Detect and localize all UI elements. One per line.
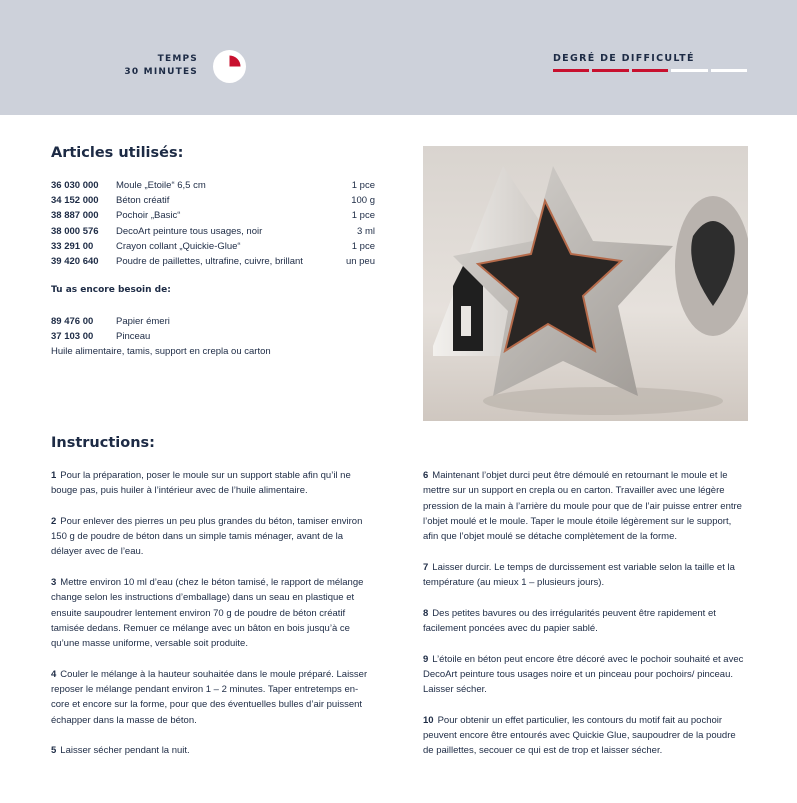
step-number: 6: [423, 470, 429, 481]
also-needed-row: [51, 314, 381, 329]
difficulty-label: DEGRÉ DE DIFFICULTÉ: [553, 53, 695, 64]
also-needed-list: [51, 314, 381, 360]
difficulty-bar: [671, 69, 707, 72]
step-number: 2: [51, 515, 57, 527]
time-value: 30 MINUTES: [124, 67, 198, 77]
product-photo: [423, 146, 748, 421]
material-code: 33 291 00: [51, 240, 94, 252]
time-block: [112, 53, 198, 79]
material-qty: 1 pce: [351, 210, 375, 222]
instruction-step: [423, 468, 748, 544]
step-number: 8: [423, 607, 429, 619]
materials-title: Articles utilisés:: [51, 145, 184, 161]
material-row: [51, 239, 375, 254]
material-name: DecoArt peinture tous usages, noir: [116, 225, 263, 237]
difficulty-bar: [632, 69, 668, 72]
clock-graphic: [213, 50, 246, 83]
instruction-step: [51, 575, 376, 651]
step-number: 1: [51, 470, 57, 481]
instruction-step: [423, 606, 748, 637]
instruction-step: [423, 560, 748, 591]
material-code: 34 152 000: [51, 195, 99, 207]
step-text: L’étoile en béton peut encore être décoré avec le pochoir souhaité et avec DecoArt peinture tous usages noire et un pinceau pour pochoirs/ pinceau. Laisser sécher.: [423, 653, 744, 696]
step-text: Maintenant l’objet durci peut être démoulé en retournant le moule et le mettre sur un support en crepla ou en carton. Travailler avec une légère pression de la main à l’arrière du moule pour que de l’air puisse entrer entre l’objet moulé et le moule. Taper le moule étoile légèrement sur le support, afin que l’objet moulé se détache complètement de la forme.: [423, 470, 742, 543]
instructions-left-column: [51, 468, 376, 774]
step-text: Couler le mélange à la hauteur souhaitée dans le moule préparé. Laisser reposer le mélange pendant environ 1 – 2 minutes. Taper entretemps en-core et encore sur la forme, pour que des éventuelles bulles d’air puissent échapper dans la masse de béton.: [51, 668, 368, 726]
also-needed-title: Tu as encore besoin de:: [51, 285, 171, 295]
difficulty-block: [553, 53, 747, 64]
concrete-star-illustration: [423, 146, 748, 421]
materials-list: [51, 178, 375, 269]
difficulty-bar: [711, 69, 747, 72]
also-needed-code: 37 103 00: [51, 331, 94, 343]
instruction-step: [51, 514, 376, 560]
step-text: Pour la préparation, poser le moule sur un support stable afin qu’il ne bouge pas, puis huiler à l’intérieur avec de l’huile alimentaire.: [51, 470, 351, 497]
step-text: Laisser sécher pendant la nuit.: [60, 745, 190, 757]
time-label: TEMPS: [157, 54, 198, 64]
clock-wedge: [230, 56, 241, 67]
header-band: [0, 0, 797, 115]
difficulty-bar: [592, 69, 628, 72]
material-code: 38 000 576: [51, 225, 99, 237]
material-name: Pochoir „Basic“: [116, 210, 181, 222]
step-text: Mettre environ 10 ml d’eau (chez le béton tamisé, le rapport de mélange change selon les instructions d’emballage) dans un seau en plastique et ensuite saupoudrer lentement environ 70 g de poudre de béton créatif tamisée dedans. Remuer ce mélange avec un bâton en bois jusqu’à ce qu’une masse uniforme, versable soit produite.: [51, 577, 364, 650]
difficulty-bars: [553, 69, 747, 72]
material-row: [51, 193, 375, 208]
material-code: 38 887 000: [51, 210, 99, 222]
material-qty: 1 pce: [351, 180, 375, 191]
step-text: Laisser durcir. Le temps de durcissement est variable selon la taille et la température (au mieux 1 – plusieurs jours).: [423, 561, 735, 589]
material-code: 36 030 000: [51, 180, 99, 191]
material-name: Béton créatif: [116, 195, 170, 207]
step-number: 3: [51, 577, 57, 589]
also-needed-row: [51, 329, 381, 344]
material-qty: un peu: [345, 256, 375, 268]
also-needed-name: Papier émeri: [116, 316, 170, 327]
material-row: [51, 254, 375, 269]
material-name: Moule „Etoile“ 6,5 cm: [116, 180, 206, 191]
material-row: [51, 178, 375, 193]
material-code: 39 420 640: [51, 256, 99, 268]
step-text: Pour obtenir un effet particulier, les contours du motif fait au pochoir peuvent encore être entourés avec Quickie Glue, saupoudrer de la poudre de paillettes, secouer ce qui est de trop et laisser sécher.: [423, 714, 736, 757]
step-text: Des petites bavures ou des irrégularités peuvent être rapidement et facilement poncées avec du papier sablé.: [423, 607, 716, 634]
material-name: Crayon collant „Quickie-Glue“: [116, 240, 241, 252]
material-qty: 3 ml: [357, 225, 375, 237]
extra-materials-line: Huile alimentaire, tamis, support en crepla ou carton: [51, 346, 271, 358]
instruction-step: [51, 468, 376, 499]
material-row: [51, 208, 375, 223]
material-row: [51, 224, 375, 239]
also-needed-name: Pinceau: [116, 331, 151, 343]
step-number: 10: [423, 714, 434, 726]
difficulty-bar: [553, 69, 589, 72]
step-number: 5: [51, 745, 57, 757]
instructions-title: Instructions:: [51, 435, 155, 451]
instruction-step: [51, 743, 376, 758]
step-number: 4: [51, 668, 57, 680]
material-name: Poudre de paillettes, ultrafine, cuivre, brillant: [116, 256, 303, 268]
step-number: 7: [423, 561, 429, 573]
material-qty: 100 g: [351, 195, 375, 207]
step-text: Pour enlever des pierres un peu plus grandes du béton, tamiser environ 150 g de poudre de béton dans un simple tamis ménager, avant de la délayer avec de l’eau.: [51, 515, 363, 558]
clock-icon: [213, 50, 246, 83]
material-qty: 1 pce: [351, 240, 375, 252]
instruction-step: [423, 713, 748, 759]
instruction-step: [423, 652, 748, 698]
instruction-step: [51, 667, 376, 728]
instructions-right-column: [423, 468, 748, 774]
step-number: 9: [423, 653, 429, 665]
also-needed-code: 89 476 00: [51, 316, 94, 327]
